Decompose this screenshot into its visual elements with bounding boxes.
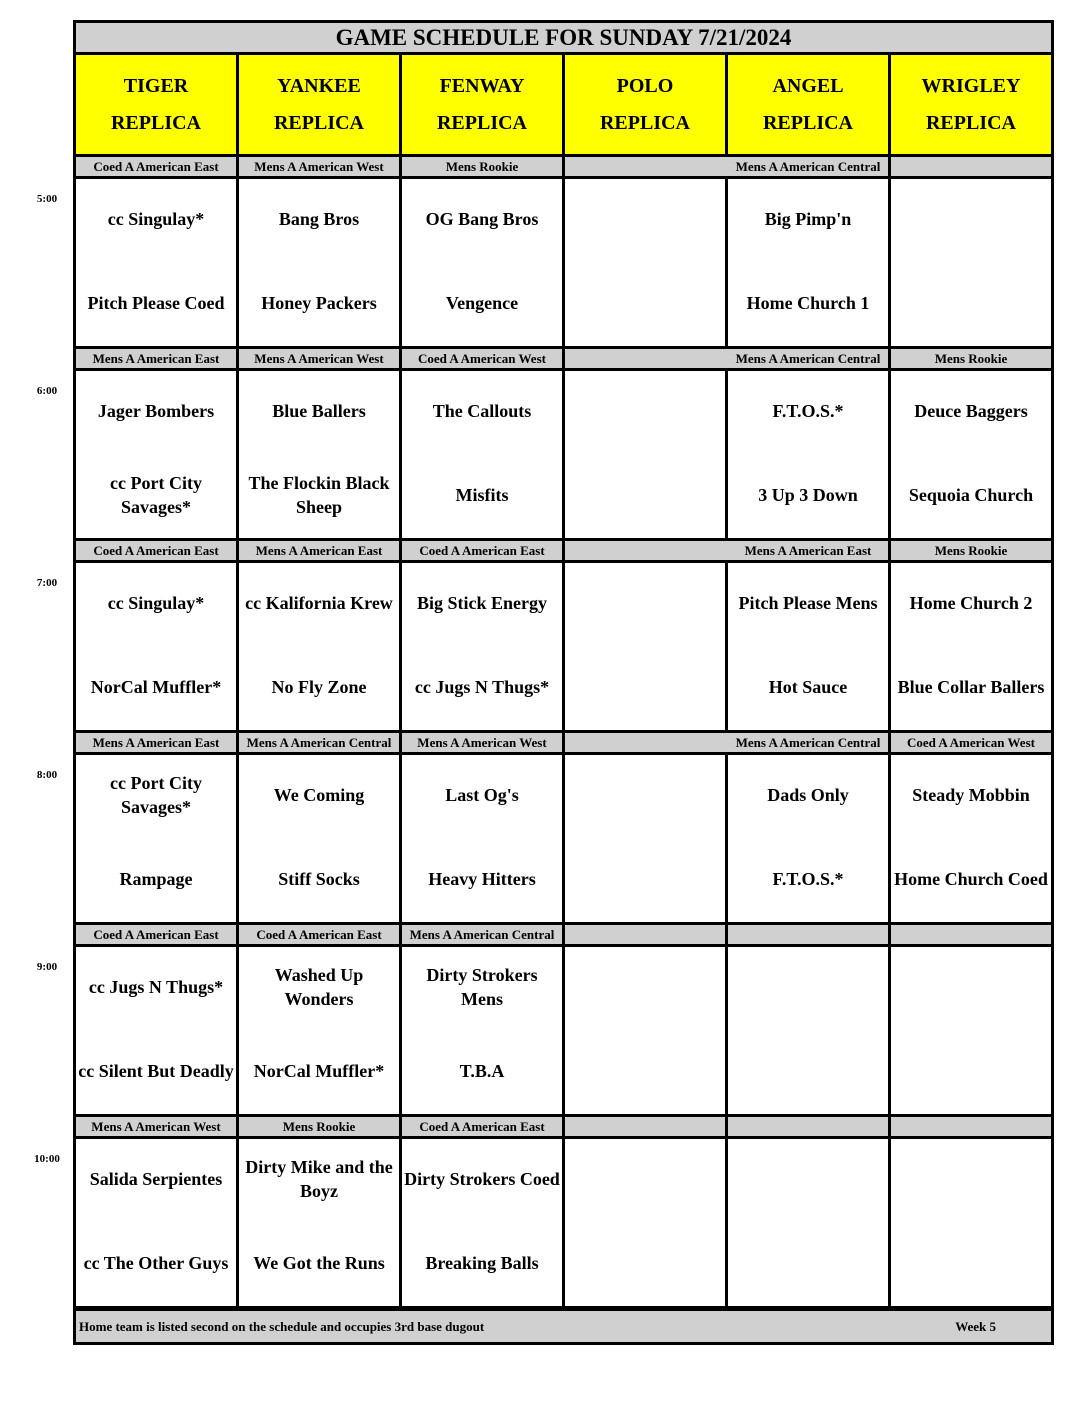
division-label: Coed A American East <box>76 925 239 944</box>
home-team: Rampage <box>119 869 193 889</box>
home-team: Heavy Hitters <box>428 869 536 889</box>
division-label: Mens Rookie <box>934 542 1008 558</box>
division-label: Coed A American East <box>402 541 565 560</box>
home-team: Stiff Socks <box>278 869 360 889</box>
time-label: 10:00 <box>34 1153 60 1165</box>
field-header-5 <box>891 55 1051 157</box>
game-cell <box>76 755 239 925</box>
away-team: F.T.O.S.* <box>772 401 844 421</box>
home-team: NorCal Muffler* <box>253 1061 385 1081</box>
field-sub: REPLICA <box>436 111 527 134</box>
home-team <box>565 1233 725 1293</box>
away-team: Home Church 2 <box>909 593 1033 613</box>
away-team: Bang Bros <box>278 209 360 229</box>
field-name: ANGEL <box>772 74 844 97</box>
game-cell <box>565 755 728 925</box>
game-cell <box>402 755 565 925</box>
game-cell <box>402 371 565 541</box>
field-header-4 <box>728 55 891 157</box>
away-team: Salida Serpientes <box>89 1169 223 1189</box>
game-cell <box>891 371 1051 541</box>
division-label: Coed A American East <box>402 1117 565 1136</box>
field-header-0 <box>76 55 239 157</box>
time-label: 9:00 <box>36 961 58 973</box>
home-team <box>891 1041 1051 1101</box>
game-cell <box>728 179 891 349</box>
division-label: Mens A American East <box>728 541 891 560</box>
field-name: YANKEE <box>277 74 361 97</box>
field-sub: REPLICA <box>599 111 690 134</box>
away-team: Blue Ballers <box>272 401 366 421</box>
game-cell <box>891 563 1051 733</box>
home-team <box>565 849 725 909</box>
division-row <box>76 541 1051 563</box>
division-label: Mens A American Central <box>728 157 891 176</box>
time-label: 5:00 <box>36 193 58 205</box>
game-cell <box>76 371 239 541</box>
field-header-1 <box>239 55 402 157</box>
division-label: Mens A American East <box>239 541 402 560</box>
home-team: Blue Collar Ballers <box>897 677 1045 697</box>
division-label: Mens A American West <box>239 157 402 176</box>
footer-note: Home team is listed second on the schedule and occupies 3rd base dugout <box>79 1319 485 1334</box>
away-team: We Coming <box>273 785 365 805</box>
field-name: FENWAY <box>439 74 525 97</box>
time-label: 7:00 <box>36 577 58 589</box>
home-team: cc Silent But Deadly <box>78 1061 234 1081</box>
game-cell <box>76 563 239 733</box>
home-team <box>891 1233 1051 1293</box>
division-label: Mens A American Central <box>728 733 891 752</box>
division-label: Mens Rookie <box>239 1117 402 1136</box>
away-team: Steady Mobbin <box>912 785 1030 805</box>
away-team <box>891 189 1051 249</box>
home-team: No Fly Zone <box>271 677 367 697</box>
game-cell <box>76 179 239 349</box>
away-team: Big Stick Energy <box>416 593 547 613</box>
game-cell <box>76 1139 239 1309</box>
field-sub: REPLICA <box>762 111 853 134</box>
home-team: Honey Packers <box>261 293 377 313</box>
division-label: Mens Rookie <box>402 157 565 176</box>
division-label <box>565 925 728 944</box>
away-team <box>565 957 725 1017</box>
game-cell <box>891 947 1051 1117</box>
home-team: Home Church Coed <box>894 869 1048 889</box>
away-team: Washed Up Wonders <box>274 965 364 1009</box>
game-cell <box>402 563 565 733</box>
game-cell <box>565 371 728 541</box>
away-team <box>565 1149 725 1209</box>
field-name: POLO <box>616 74 674 97</box>
division-label: Mens Rookie <box>934 350 1008 366</box>
home-team: cc Port City Savages* <box>110 473 202 517</box>
game-cell <box>76 947 239 1117</box>
game-cell <box>728 371 891 541</box>
game-cell <box>728 947 891 1117</box>
away-team <box>728 1149 888 1209</box>
game-cell <box>728 1139 891 1309</box>
away-team: The Callouts <box>432 401 532 421</box>
home-team: Pitch Please Coed <box>87 293 225 313</box>
home-team: T.B.A <box>459 1061 505 1081</box>
division-label <box>728 925 891 944</box>
division-label <box>891 925 1051 944</box>
away-team: cc Kalifornia Krew <box>245 593 393 613</box>
home-team <box>565 1041 725 1101</box>
away-team <box>891 957 1051 1017</box>
away-team: cc Port City Savages* <box>110 773 202 817</box>
division-label: Mens A American Central <box>728 349 891 368</box>
away-team: Dads Only <box>767 785 849 805</box>
home-team: Hot Sauce <box>768 677 848 697</box>
division-label: Coed A American East <box>76 157 239 176</box>
home-team <box>565 465 725 525</box>
game-cell <box>402 947 565 1117</box>
division-label: Mens A American West <box>239 349 402 368</box>
game-cell <box>565 947 728 1117</box>
home-team: cc The Other Guys <box>83 1253 229 1273</box>
away-team <box>565 189 725 249</box>
home-team: We Got the Runs <box>253 1253 385 1273</box>
game-cell <box>239 947 402 1117</box>
field-sub: REPLICA <box>925 111 1016 134</box>
schedule-table <box>73 20 1054 1345</box>
division-label: Mens A American West <box>76 1117 239 1136</box>
game-cell <box>565 563 728 733</box>
home-team: Breaking Balls <box>425 1253 539 1273</box>
division-label <box>728 1117 891 1136</box>
field-name: WRIGLEY <box>921 74 1021 97</box>
division-label: Mens A American East <box>76 733 239 752</box>
away-team: Last Og's <box>445 785 519 805</box>
game-cell <box>239 563 402 733</box>
home-team <box>565 657 725 717</box>
away-team <box>565 765 725 825</box>
away-team: Dirty Strokers Mens <box>426 965 538 1009</box>
division-label <box>891 1117 1051 1136</box>
division-label: Mens A American Central <box>402 925 565 944</box>
division-label: Coed A American West <box>907 734 1035 750</box>
home-team <box>565 273 725 333</box>
division-label: Coed A American West <box>402 349 565 368</box>
game-cell <box>728 563 891 733</box>
away-team: Pitch Please Mens <box>738 593 878 613</box>
time-label: 8:00 <box>36 769 58 781</box>
away-team: cc Singulay* <box>107 593 205 613</box>
game-cell <box>239 755 402 925</box>
away-team: Dirty Strokers Coed <box>404 1169 560 1189</box>
division-row <box>76 1117 1051 1139</box>
division-label: Mens A American Central <box>239 733 402 752</box>
game-cell <box>239 1139 402 1309</box>
game-cell <box>565 179 728 349</box>
away-team: Big Pimp'n <box>764 209 852 229</box>
home-team: cc Jugs N Thugs* <box>414 677 550 697</box>
division-row <box>76 157 1051 179</box>
home-team: F.T.O.S.* <box>772 869 844 889</box>
away-team: Deuce Baggers <box>914 401 1028 421</box>
field-sub: REPLICA <box>110 111 201 134</box>
division-label: Coed A American East <box>76 541 239 560</box>
game-cell <box>891 755 1051 925</box>
division-label: Mens A American East <box>76 349 239 368</box>
division-row <box>76 349 1051 371</box>
division-label: Coed A American East <box>239 925 402 944</box>
away-team <box>728 957 888 1017</box>
home-team: Sequoia Church <box>908 485 1034 505</box>
schedule-title: GAME SCHEDULE FOR SUNDAY 7/21/2024 <box>76 23 1051 55</box>
division-label <box>565 733 728 752</box>
time-label: 6:00 <box>36 385 58 397</box>
home-team: NorCal Muffler* <box>90 677 222 697</box>
game-cell <box>565 1139 728 1309</box>
home-team: 3 Up 3 Down <box>758 485 858 505</box>
game-cell <box>239 179 402 349</box>
game-cell <box>402 1139 565 1309</box>
away-team: Dirty Mike and the Boyz <box>245 1157 393 1201</box>
field-header-3 <box>565 55 728 157</box>
home-team <box>728 1041 888 1101</box>
division-label <box>565 157 728 176</box>
game-cell <box>728 755 891 925</box>
home-team: The Flockin Black Sheep <box>248 473 390 517</box>
away-team: Jager Bombers <box>97 401 215 421</box>
division-label: Mens A American West <box>402 733 565 752</box>
away-team: cc Singulay* <box>107 209 205 229</box>
game-cell <box>891 1139 1051 1309</box>
home-team: Misfits <box>455 485 509 505</box>
division-label <box>565 1117 728 1136</box>
game-cell <box>891 179 1051 349</box>
footer-bar <box>76 1308 1051 1342</box>
game-cell <box>239 371 402 541</box>
field-name: TIGER <box>123 74 189 97</box>
division-label <box>891 157 1051 176</box>
division-label <box>565 349 728 368</box>
home-team: Vengence <box>445 293 519 313</box>
field-header-2 <box>402 55 565 157</box>
away-team: cc Jugs N Thugs* <box>88 977 224 997</box>
game-cell <box>402 179 565 349</box>
week-label: Week 5 <box>955 1319 996 1334</box>
home-team <box>891 273 1051 333</box>
away-team: OG Bang Bros <box>425 209 539 229</box>
division-row <box>76 733 1051 755</box>
home-team: Home Church 1 <box>746 293 870 313</box>
division-label <box>565 541 728 560</box>
field-sub: REPLICA <box>273 111 364 134</box>
away-team <box>565 381 725 441</box>
division-row <box>76 925 1051 947</box>
home-team <box>728 1233 888 1293</box>
away-team <box>565 573 725 633</box>
away-team <box>891 1149 1051 1209</box>
